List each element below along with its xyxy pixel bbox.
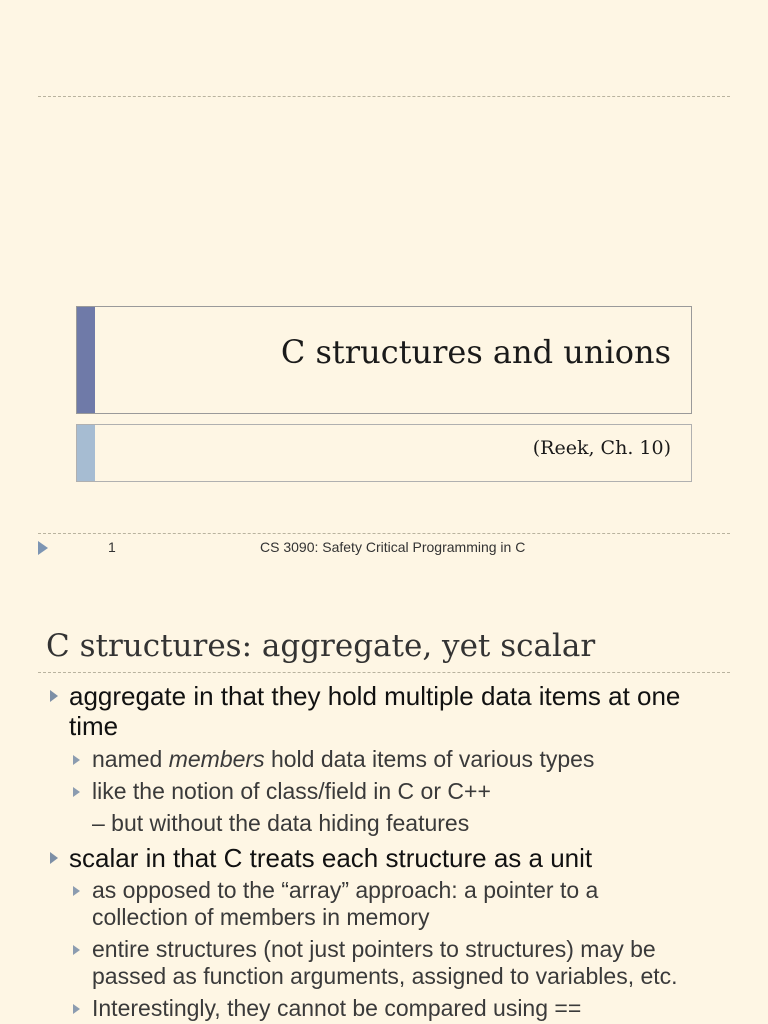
slide-title: C structures and unions bbox=[280, 333, 671, 371]
footer-divider bbox=[38, 533, 730, 534]
content-slide bbox=[0, 560, 768, 1024]
course-footer: CS 3090: Safety Critical Programming in C bbox=[260, 539, 526, 555]
bullet-item: scalar in that C treats each structure as a unit bbox=[69, 843, 593, 873]
footer-arrow-icon bbox=[38, 541, 48, 555]
subtitle-accent-bar bbox=[77, 425, 95, 481]
sub-bullet-arrow-icon bbox=[73, 787, 80, 797]
subtitle-box bbox=[76, 424, 692, 482]
title-box bbox=[76, 306, 692, 414]
sub-bullet-item: entire structures (not just pointers to structures) may be passed as function arguments, assigned to variables, etc. bbox=[92, 936, 678, 989]
bullet-arrow-icon bbox=[50, 852, 58, 864]
sub-bullet-continuation: – but without the data hiding features bbox=[92, 810, 470, 836]
sub-bullet-item: Interestingly, they cannot be compared using == bbox=[92, 995, 582, 1021]
sub-bullet-emphasis: members bbox=[168, 746, 265, 772]
title-accent-bar bbox=[77, 307, 95, 413]
top-divider bbox=[38, 96, 730, 97]
sub-bullet-item: as opposed to the “array” approach: a pointer to a collection of members in memory bbox=[92, 877, 599, 930]
bullet-arrow-icon bbox=[50, 690, 58, 702]
sub-bullet-text: hold data items of various types bbox=[264, 746, 595, 772]
sub-bullet-arrow-icon bbox=[73, 755, 80, 765]
sub-bullet-text: named bbox=[92, 746, 169, 772]
bullet-item: aggregate in that they hold multiple data items at one time bbox=[69, 681, 681, 741]
sub-bullet-item bbox=[92, 746, 732, 773]
sub-bullet-item: like the notion of class/field in C or C++ bbox=[92, 778, 491, 804]
slide-heading: C structures: aggregate, yet scalar bbox=[46, 628, 596, 664]
slide-number: 1 bbox=[108, 539, 116, 555]
sub-bullet-arrow-icon bbox=[73, 945, 80, 955]
slide-subtitle: (Reek, Ch. 10) bbox=[532, 437, 671, 459]
sub-bullet-arrow-icon bbox=[73, 886, 80, 896]
sub-bullet-arrow-icon bbox=[73, 1004, 80, 1014]
heading-divider bbox=[38, 672, 730, 673]
